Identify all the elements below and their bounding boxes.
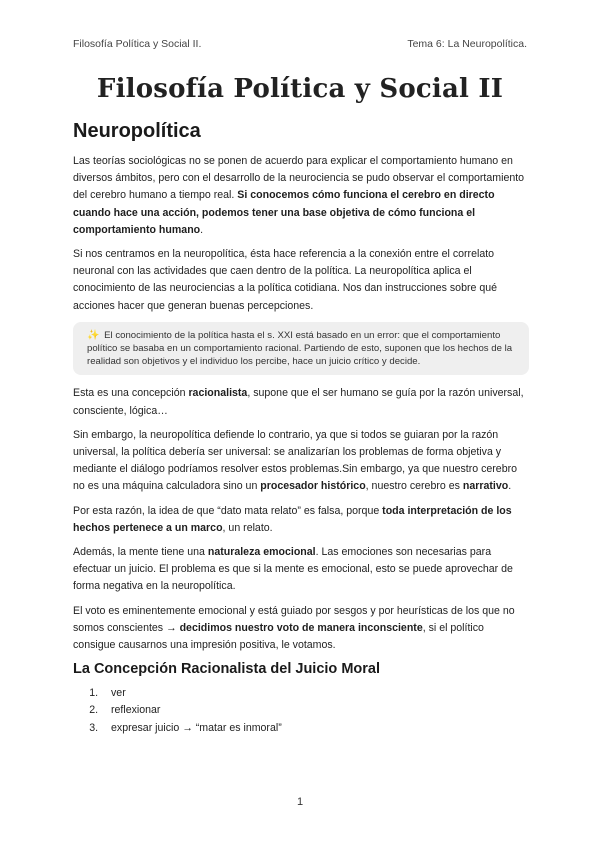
bold-text: narrativo — [462, 480, 509, 493]
text-run: . — [200, 223, 204, 236]
bold-text: naturaleza emocional — [207, 546, 316, 559]
text-run: , si el político consigue causarnos una impresión positiva, le votamos. — [73, 621, 484, 652]
text-run: . Las emociones son necesarias para efectuar un juicio. El problema es que si la mente es emocional, esto se puede aprovechar de forma negativa en la neuropolítica. — [73, 546, 513, 593]
list-item: 1. ver — [101, 685, 529, 702]
bold-text: procesador histórico — [260, 480, 366, 493]
text-run: . — [508, 480, 512, 493]
steps-list — [73, 685, 529, 737]
bold-text: toda interpretación de los hechos pertenece a un marco — [73, 504, 512, 534]
sparkles-icon: ✨ — [87, 329, 100, 341]
paragraph-racionalista — [73, 385, 529, 419]
bold-text: decidimos nuestro voto de manera inconsciente — [179, 621, 423, 634]
document-title: Filosofía Política y Social II — [96, 74, 504, 104]
header-left: Filosofía Política y Social II. — [73, 38, 202, 50]
text-run: Esta es una concepción — [73, 387, 189, 400]
paragraph-dato-relato — [73, 503, 529, 537]
callout-box — [73, 322, 529, 376]
subsection-heading: La Concepción Racionalista del Juicio Moral — [73, 661, 380, 678]
bold-text: Si conocemos cómo funciona el cerebro en directo cuando hace una acción, podemos tener una base objetiva de cómo funciona el comportamiento humano — [73, 189, 495, 236]
text-run: Además, la mente tiene una — [73, 546, 208, 559]
list-item: 3. expresar juicio → “matar es inmoral” — [101, 720, 529, 737]
document-body — [73, 120, 529, 737]
text-run: , un relato. — [222, 521, 273, 534]
paragraph-voto — [73, 603, 529, 655]
header-right: Tema 6: La Neuropolítica. — [407, 38, 527, 50]
callout-text: El conocimiento de la política hasta el s. XXI está basado en un error: que el comportamiento político se basaba en un comportamiento racional. Partiendo de esto, suponen que los hechos de la realidad son objetivos y el individuo los percibe, hace un juicio crítico y decide. — [87, 329, 513, 368]
bold-text: racionalista — [188, 387, 248, 400]
text-run: Las teorías sociológicas no se ponen de acuerdo para explicar el comportamiento humano en diversos ámbitos, pero con el desarrollo de la neurociencia se pudo observar el comportamiento del cerebro humano a tiempo real. — [73, 155, 525, 202]
page-number: 1 — [296, 796, 304, 808]
text-run: El voto es eminentemente emocional y está guiado por sesgos y por heurísticas de los que no somos conscientes → — [73, 604, 515, 634]
text-run: , nuestro cerebro es — [365, 480, 463, 493]
paragraph-neuropolitics: Si nos centramos en la neuropolítica, ésta hace referencia a la conexión entre el correlato neuronal con las actividades que caen dentro de la política. La neuropolítica aplica el conocimiento de las neurociencias a la política cotidiana. Nos dan instrucciones sobre qué acciones hacer que generan buenas percepciones. — [73, 248, 497, 312]
text-run: , supone que el ser humano se guía por la razón universal, consciente, lógica… — [73, 387, 524, 417]
list-item: 2. reflexionar — [101, 702, 529, 719]
paragraph-sin-embargo — [73, 427, 529, 496]
paragraph-emocional — [73, 544, 529, 596]
paragraph-intro — [73, 153, 529, 239]
section-heading: Neuropolítica — [73, 120, 201, 142]
text-run: Por esta razón, la idea de que “dato mata relato” es falsa, porque — [73, 504, 383, 517]
text-run: Sin embargo, la neuropolítica defiende lo contrario, ya que si todos se guiaran por la razón universal, la política debería ser universal: se analizarían los problemas de forma objetiva y mediante el diálogo podríamos resolver estos problemas.Sin embargo, ya que nuestro cerebro no es una máquina calculadora sino un — [73, 428, 518, 493]
